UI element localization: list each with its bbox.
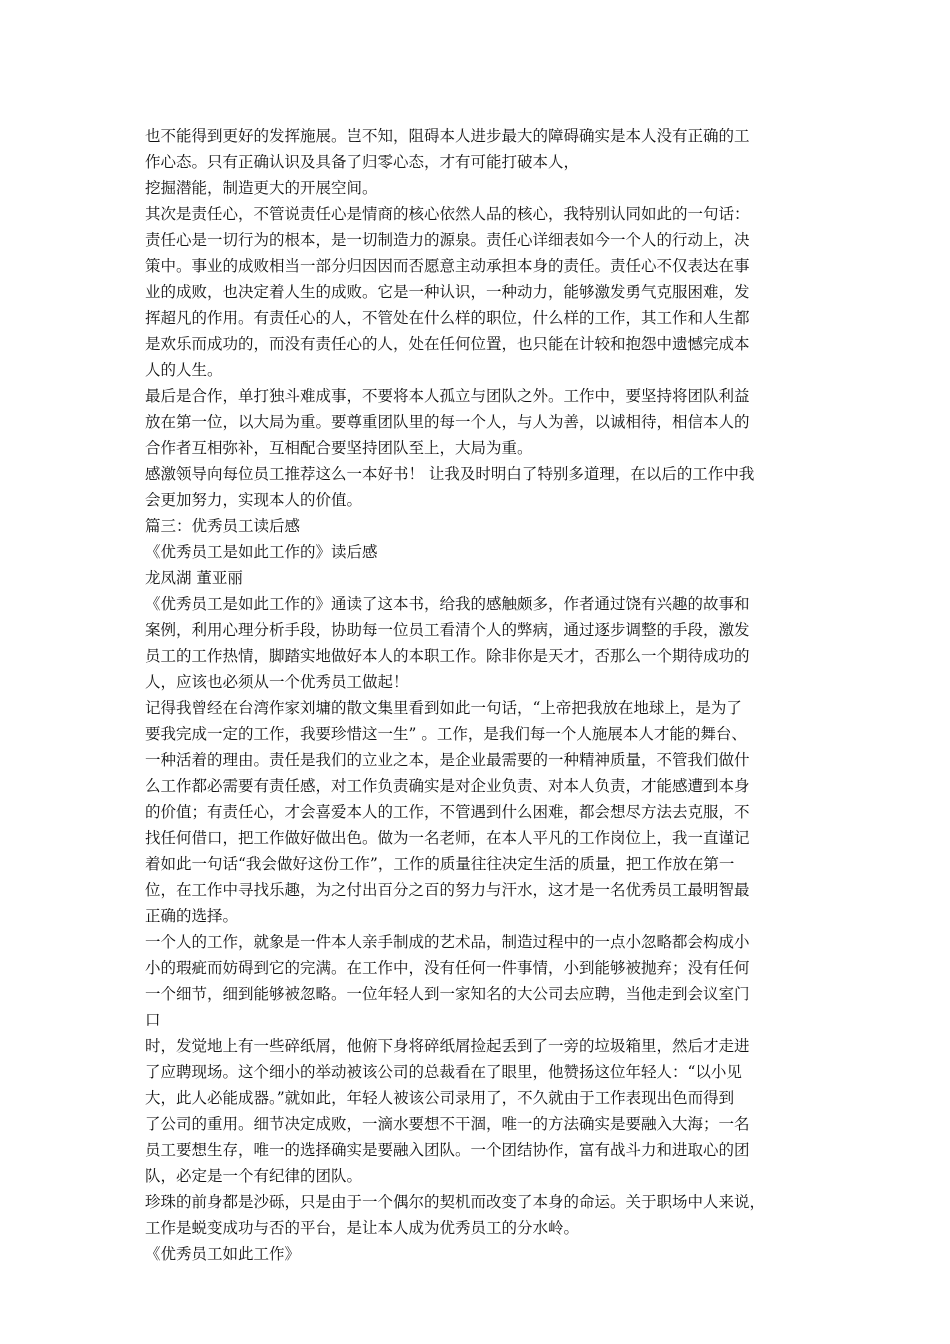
- text-line: 着如此一句话“我会做好这份工作”，工作的质量往往决定生活的质量，把工作放在第一: [145, 855, 735, 873]
- document-body: [145, 123, 825, 1267]
- text-line: 口: [145, 1011, 161, 1029]
- text-line: 龙凤湖 董亚丽: [145, 569, 243, 587]
- text-line: 策中。事业的成败相当一部分归因因而否愿意主动承担本身的责任。责任心不仅表达在事: [145, 257, 750, 275]
- text-line: 找任何借口，把工作做好做出色。做为一名老师，在本人平凡的工作岗位上，我一直谨记: [145, 829, 750, 847]
- text-line: 也不能得到更好的发挥施展。岂不知，阻碍本人进步最大的障碍确实是本人没有正确的工: [145, 127, 750, 145]
- text-line: 案例，利用心理分析手段，协助每一位员工看清个人的弊病，通过逐步调整的手段，激发: [145, 621, 750, 639]
- text-line: 挖掘潜能，制造更大的开展空间。: [145, 179, 378, 197]
- text-line: 最后是合作，单打独斗难成事，不要将本人孤立与团队之外。工作中，要坚持将团队利益: [145, 387, 750, 405]
- text-line: 挥超凡的作用。有责任心的人，不管处在什么样的职位，什么样的工作，其工作和人生都: [145, 309, 750, 327]
- text-line: 其次是责任心，不管说责任心是情商的核心依然人品的核心，我特别认同如此的一句话：: [145, 205, 750, 223]
- text-line: 人，应该也必须从一个优秀员工做起！: [145, 673, 409, 691]
- text-line: 感激领导向每位员工推荐这么一本好书！ 让我及时明白了特别多道理，在以后的工作中我: [145, 465, 755, 483]
- text-line: 合作者互相弥补，互相配合要坚持团队至上，大局为重。: [145, 439, 533, 457]
- text-line: 《优秀员工如此工作》: [145, 1245, 301, 1263]
- text-line: 么工作都必需要有责任感，对工作负责确实是对企业负责、对本人负责，才能感遭到本身: [145, 777, 750, 795]
- text-line: 一个细节，细到能够被忽略。一位年轻人到一家知名的大公司去应聘，当他走到会议室门: [145, 985, 750, 1003]
- text-line: 责任心是一切行为的根本，是一切制造力的源泉。责任心详细表如今一个人的行动上，决: [145, 231, 750, 249]
- text-line: 的价值；有责任心，才会喜爱本人的工作，不管遇到什么困难，都会想尽方法去克服，不: [145, 803, 750, 821]
- text-line: 员工要想生存，唯一的选择确实是要融入团队。一个团结协作，富有战斗力和进取心的团: [145, 1141, 750, 1159]
- text-line: 会更加努力，实现本人的价值。: [145, 491, 363, 509]
- text-line: 一种活着的理由。责任是我们的立业之本，是企业最需要的一种精神质量，不管我们做什: [145, 751, 750, 769]
- text-line: 珍珠的前身都是沙砾，只是由于一个偶尔的契机而改变了本身的命运。关于职场中人来说，: [145, 1193, 766, 1211]
- text-line: 业的成败，也决定着人生的成败。它是一种认识，一种动力，能够激发勇气克服困难，发: [145, 283, 750, 301]
- text-line: 一个人的工作，就象是一件本人亲手制成的艺术品，制造过程中的一点小忽略都会构成小: [145, 933, 750, 951]
- text-line: 《优秀员工是如此工作的》通读了这本书，给我的感触颇多，作者通过饶有兴趣的故事和: [145, 595, 750, 613]
- text-line: 是欢乐而成功的，而没有责任心的人，处在任何位置，也只能在计较和抱怨中遗憾完成本: [145, 335, 750, 353]
- text-line: 时，发觉地上有一些碎纸屑，他俯下身将碎纸屑捡起丢到了一旁的垃圾箱里，然后才走进: [145, 1037, 750, 1055]
- text-line: 作心态。只有正确认识及具备了归零心态，才有可能打破本人，: [145, 153, 580, 171]
- text-line: 了应聘现场。这个细小的举动被该公司的总裁看在了眼里，他赞扬这位年轻人：“以小见: [145, 1063, 742, 1081]
- text-line: 小的瑕疵而妨碍到它的完满。在工作中，没有任何一件事情，小到能够被抛弃；没有任何: [145, 959, 750, 977]
- text-line: 人的人生。: [145, 361, 223, 379]
- text-line: 放在第一位，以大局为重。要尊重团队里的每一个人，与人为善，以诚相待，相信本人的: [145, 413, 750, 431]
- text-line: 记得我曾经在台湾作家刘墉的散文集里看到如此一句话，“上帝把我放在地球上，是为了: [145, 699, 742, 717]
- text-line: 大，此人必能成器。”就如此，年轻人被该公司录用了，不久就由于工作表现出色而得到: [145, 1089, 735, 1107]
- text-line: 了公司的重用。细节决定成败，一滴水要想不干涸，唯一的方法确实是要融入大海；一名: [145, 1115, 750, 1133]
- text-line: 要我完成一定的工作，我要珍惜这一生” 。工作，是我们每一个人施展本人才能的舞台、: [145, 725, 747, 743]
- text-line: 篇三：优秀员工读后感: [145, 517, 301, 535]
- text-line: 正确的选择。: [145, 907, 239, 925]
- text-line: 位，在工作中寻找乐趣，为之付出百分之百的努力与汗水，这才是一名优秀员工最明智最: [145, 881, 750, 899]
- text-line: 队，必定是一个有纪律的团队。: [145, 1167, 363, 1185]
- text-line: 《优秀员工是如此工作的》读后感: [145, 543, 378, 561]
- text-line: 工作是蜕变成功与否的平台，是让本人成为优秀员工的分水岭。: [145, 1219, 580, 1237]
- text-line: 员工的工作热情，脚踏实地做好本人的本职工作。除非你是天才，否那么一个期待成功的: [145, 647, 750, 665]
